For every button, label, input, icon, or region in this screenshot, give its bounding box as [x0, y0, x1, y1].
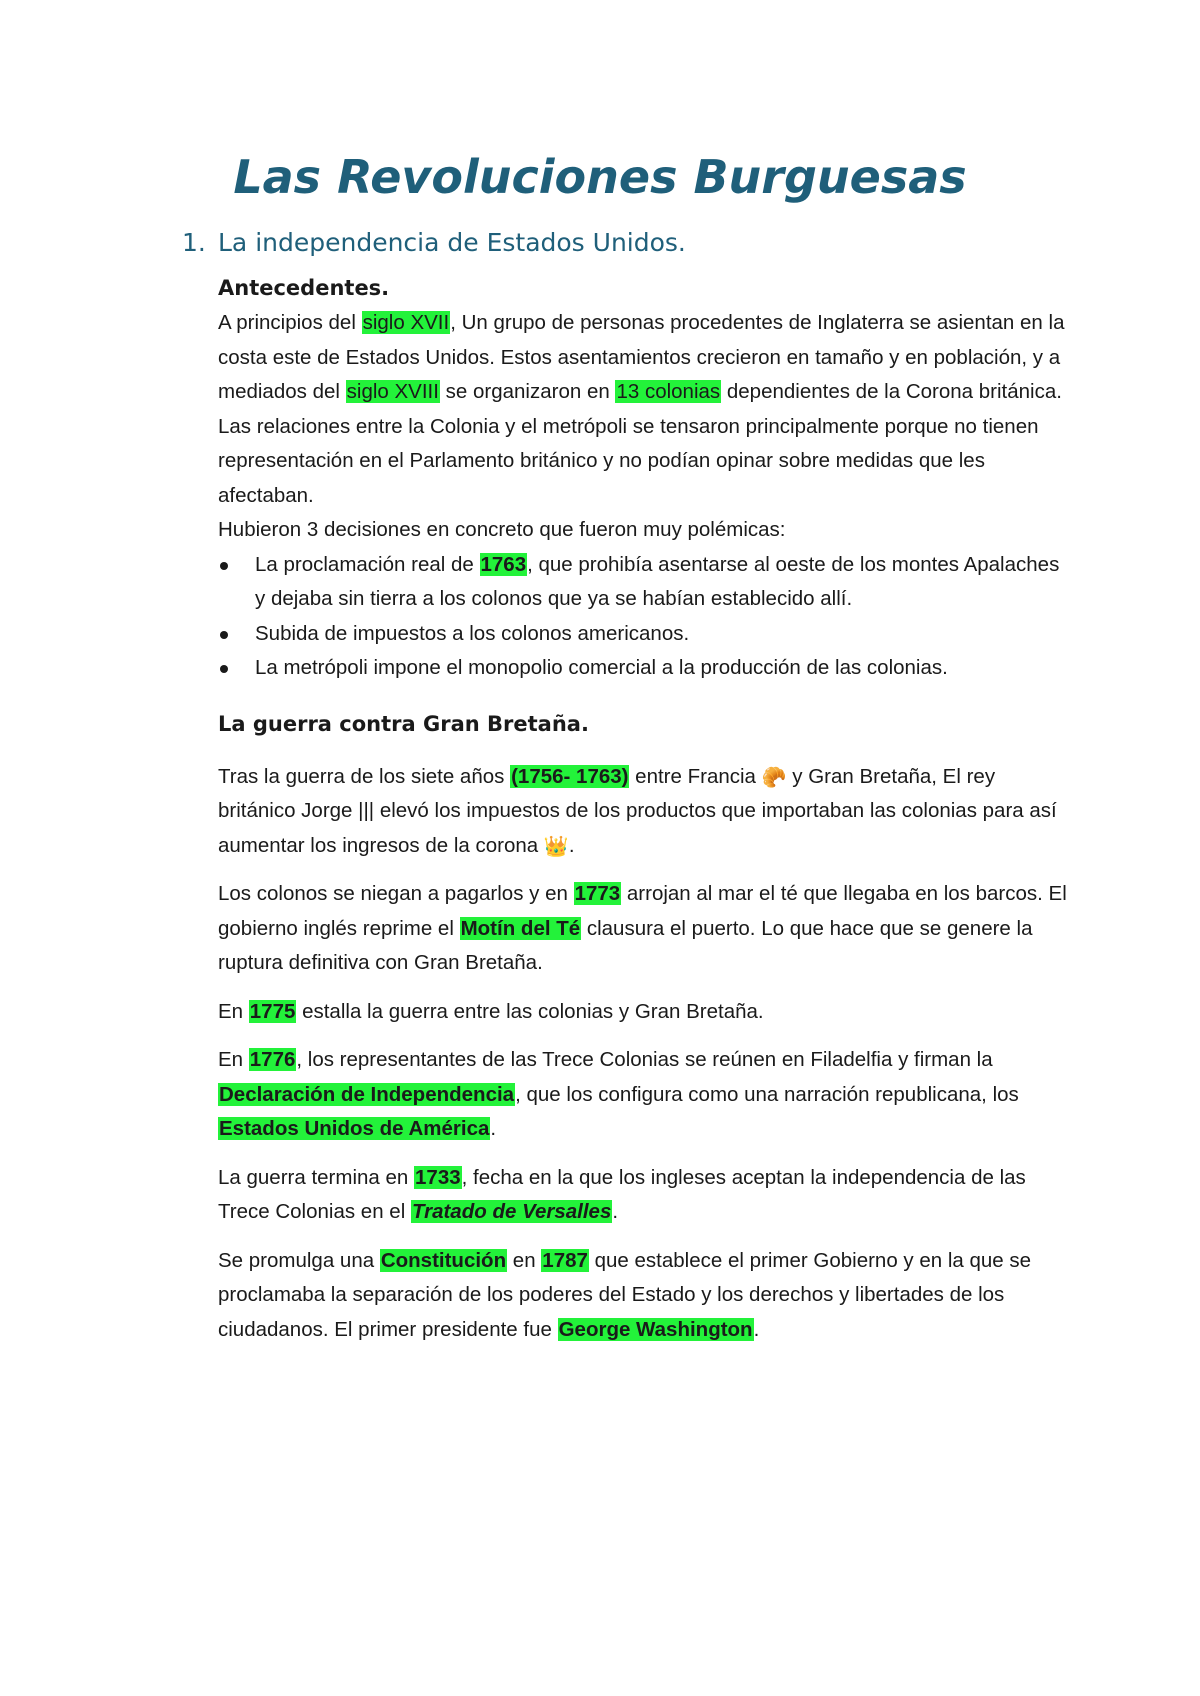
- text-run: arrojan al mar el té que llegaba en los barcos. El gobierno inglés reprime el: [218, 882, 1067, 940]
- text-run: , Un grupo de personas procedentes de Inglaterra se asientan en la costa este de Estados Unidos. Estos asentamientos crecieron en tamaño y en población, y a mediados del: [218, 311, 1065, 403]
- text-run: se organizaron en: [439, 380, 616, 403]
- highlight: George Washington: [558, 1317, 753, 1341]
- highlight: (1756- 1763): [511, 764, 629, 788]
- list-item: [218, 617, 1068, 652]
- croissant-icon: 🥐: [761, 766, 787, 789]
- paragraph: [218, 877, 1068, 981]
- highlight: Declaración de Independencia: [219, 1082, 515, 1106]
- highlight: Tratado de Versalles: [411, 1200, 612, 1223]
- bullet-icon: [220, 562, 228, 570]
- text-run: En: [218, 999, 249, 1023]
- subheading-guerra: La guerra contra Gran Bretaña.: [218, 711, 589, 736]
- crown-icon: 👑: [543, 835, 569, 858]
- text-run: La proclamación real de: [255, 552, 480, 576]
- text-run: y Gran Bretaña, El rey británico Jorge ||| elevó los impuestos de los productos que importaban las colonias para así aumentar los ingresos de la corona: [218, 764, 1057, 857]
- document-title: Las Revoluciones Burguesas: [233, 150, 967, 204]
- bullet-icon: [220, 631, 228, 639]
- text-run: en: [507, 1248, 542, 1272]
- highlight: 1776: [249, 1048, 296, 1071]
- bullet-list: [218, 548, 1068, 686]
- highlight: Motín del Té: [460, 916, 581, 940]
- text-run: Subida de impuestos a los colonos americanos.: [255, 621, 690, 645]
- highlight: Estados Unidos de América: [219, 1117, 490, 1140]
- text-run: La metrópoli impone el monopolio comercial a la producción de las colonias.: [255, 656, 948, 679]
- highlight: 13 colonias: [616, 380, 721, 403]
- text-run: .: [612, 1200, 619, 1223]
- text-run: que establece el primer Gobierno y en la que se proclamaba la separación de los poderes del Estado y los derechos y libertades de los ciudadanos. El primer presidente fue: [218, 1248, 1032, 1341]
- text-run: Tras la guerra de los siete años: [218, 764, 511, 788]
- text-run: La guerra termina en: [218, 1165, 415, 1189]
- subheading-antecedentes: Antecedentes.: [218, 276, 390, 300]
- paragraph: [218, 306, 1068, 410]
- bullet-icon: [220, 665, 228, 673]
- highlight: 1787: [542, 1248, 588, 1272]
- document-body: [218, 270, 1068, 1361]
- text-run: estalla la guerra entre las colonias y Gran Bretaña.: [296, 999, 764, 1023]
- section-number: 1.: [182, 228, 206, 257]
- text-run: En: [218, 1048, 249, 1071]
- highlight: 1763: [480, 552, 527, 576]
- highlight: siglo XVII: [362, 311, 450, 334]
- section-title: La independencia de Estados Unidos.: [218, 228, 686, 257]
- text-run: A principios del: [218, 311, 362, 334]
- text-run: , que prohibía asentarse al oeste de los montes Apalaches y dejaba sin tierra a los colonos que ya se habían establecido allí.: [255, 552, 1060, 610]
- paragraph: [218, 1161, 1068, 1230]
- highlight: 1773: [574, 882, 621, 905]
- text-run: .: [753, 1317, 760, 1341]
- text-run: entre Francia: [629, 764, 762, 788]
- text-run: Se promulga una: [218, 1248, 380, 1272]
- highlight: 1775: [249, 999, 296, 1023]
- paragraph: [218, 995, 1068, 1030]
- text-run: , que los configura como una narración republicana, los: [515, 1082, 1019, 1106]
- text-run: , los representantes de las Trece Colonias se reúnen en Filadelfia y firman la: [296, 1048, 993, 1071]
- section-heading: [182, 228, 686, 257]
- text-run: Los colonos se niegan a pagarlos y en: [218, 882, 574, 905]
- text-run: clausura el puerto. Lo que hace que se genere la ruptura definitiva con Gran Bretaña.: [218, 916, 1033, 974]
- paragraph: [218, 1244, 1068, 1348]
- list-item: [218, 651, 1068, 686]
- highlight: siglo XVIII: [346, 380, 439, 403]
- highlight: Constitución: [380, 1248, 507, 1272]
- text-run: dependientes de la Corona británica.: [721, 380, 1062, 403]
- text-run: , fecha en la que los ingleses aceptan la independencia de las Trece Colonias en el: [218, 1165, 1026, 1223]
- paragraph: Las relaciones entre la Colonia y el metrópoli se tensaron principalmente porque no tienen representación en el Parlamento británico y no podían opinar sobre medidas que les afectaban.: [218, 414, 1039, 507]
- text-run: .: [490, 1117, 497, 1140]
- paragraph: [218, 760, 1068, 864]
- highlight: 1733: [415, 1165, 461, 1189]
- paragraph: [218, 1043, 1068, 1147]
- text-run: .: [568, 833, 575, 857]
- list-item: [218, 548, 1068, 617]
- paragraph: Hubieron 3 decisiones en concreto que fueron muy polémicas:: [218, 518, 786, 541]
